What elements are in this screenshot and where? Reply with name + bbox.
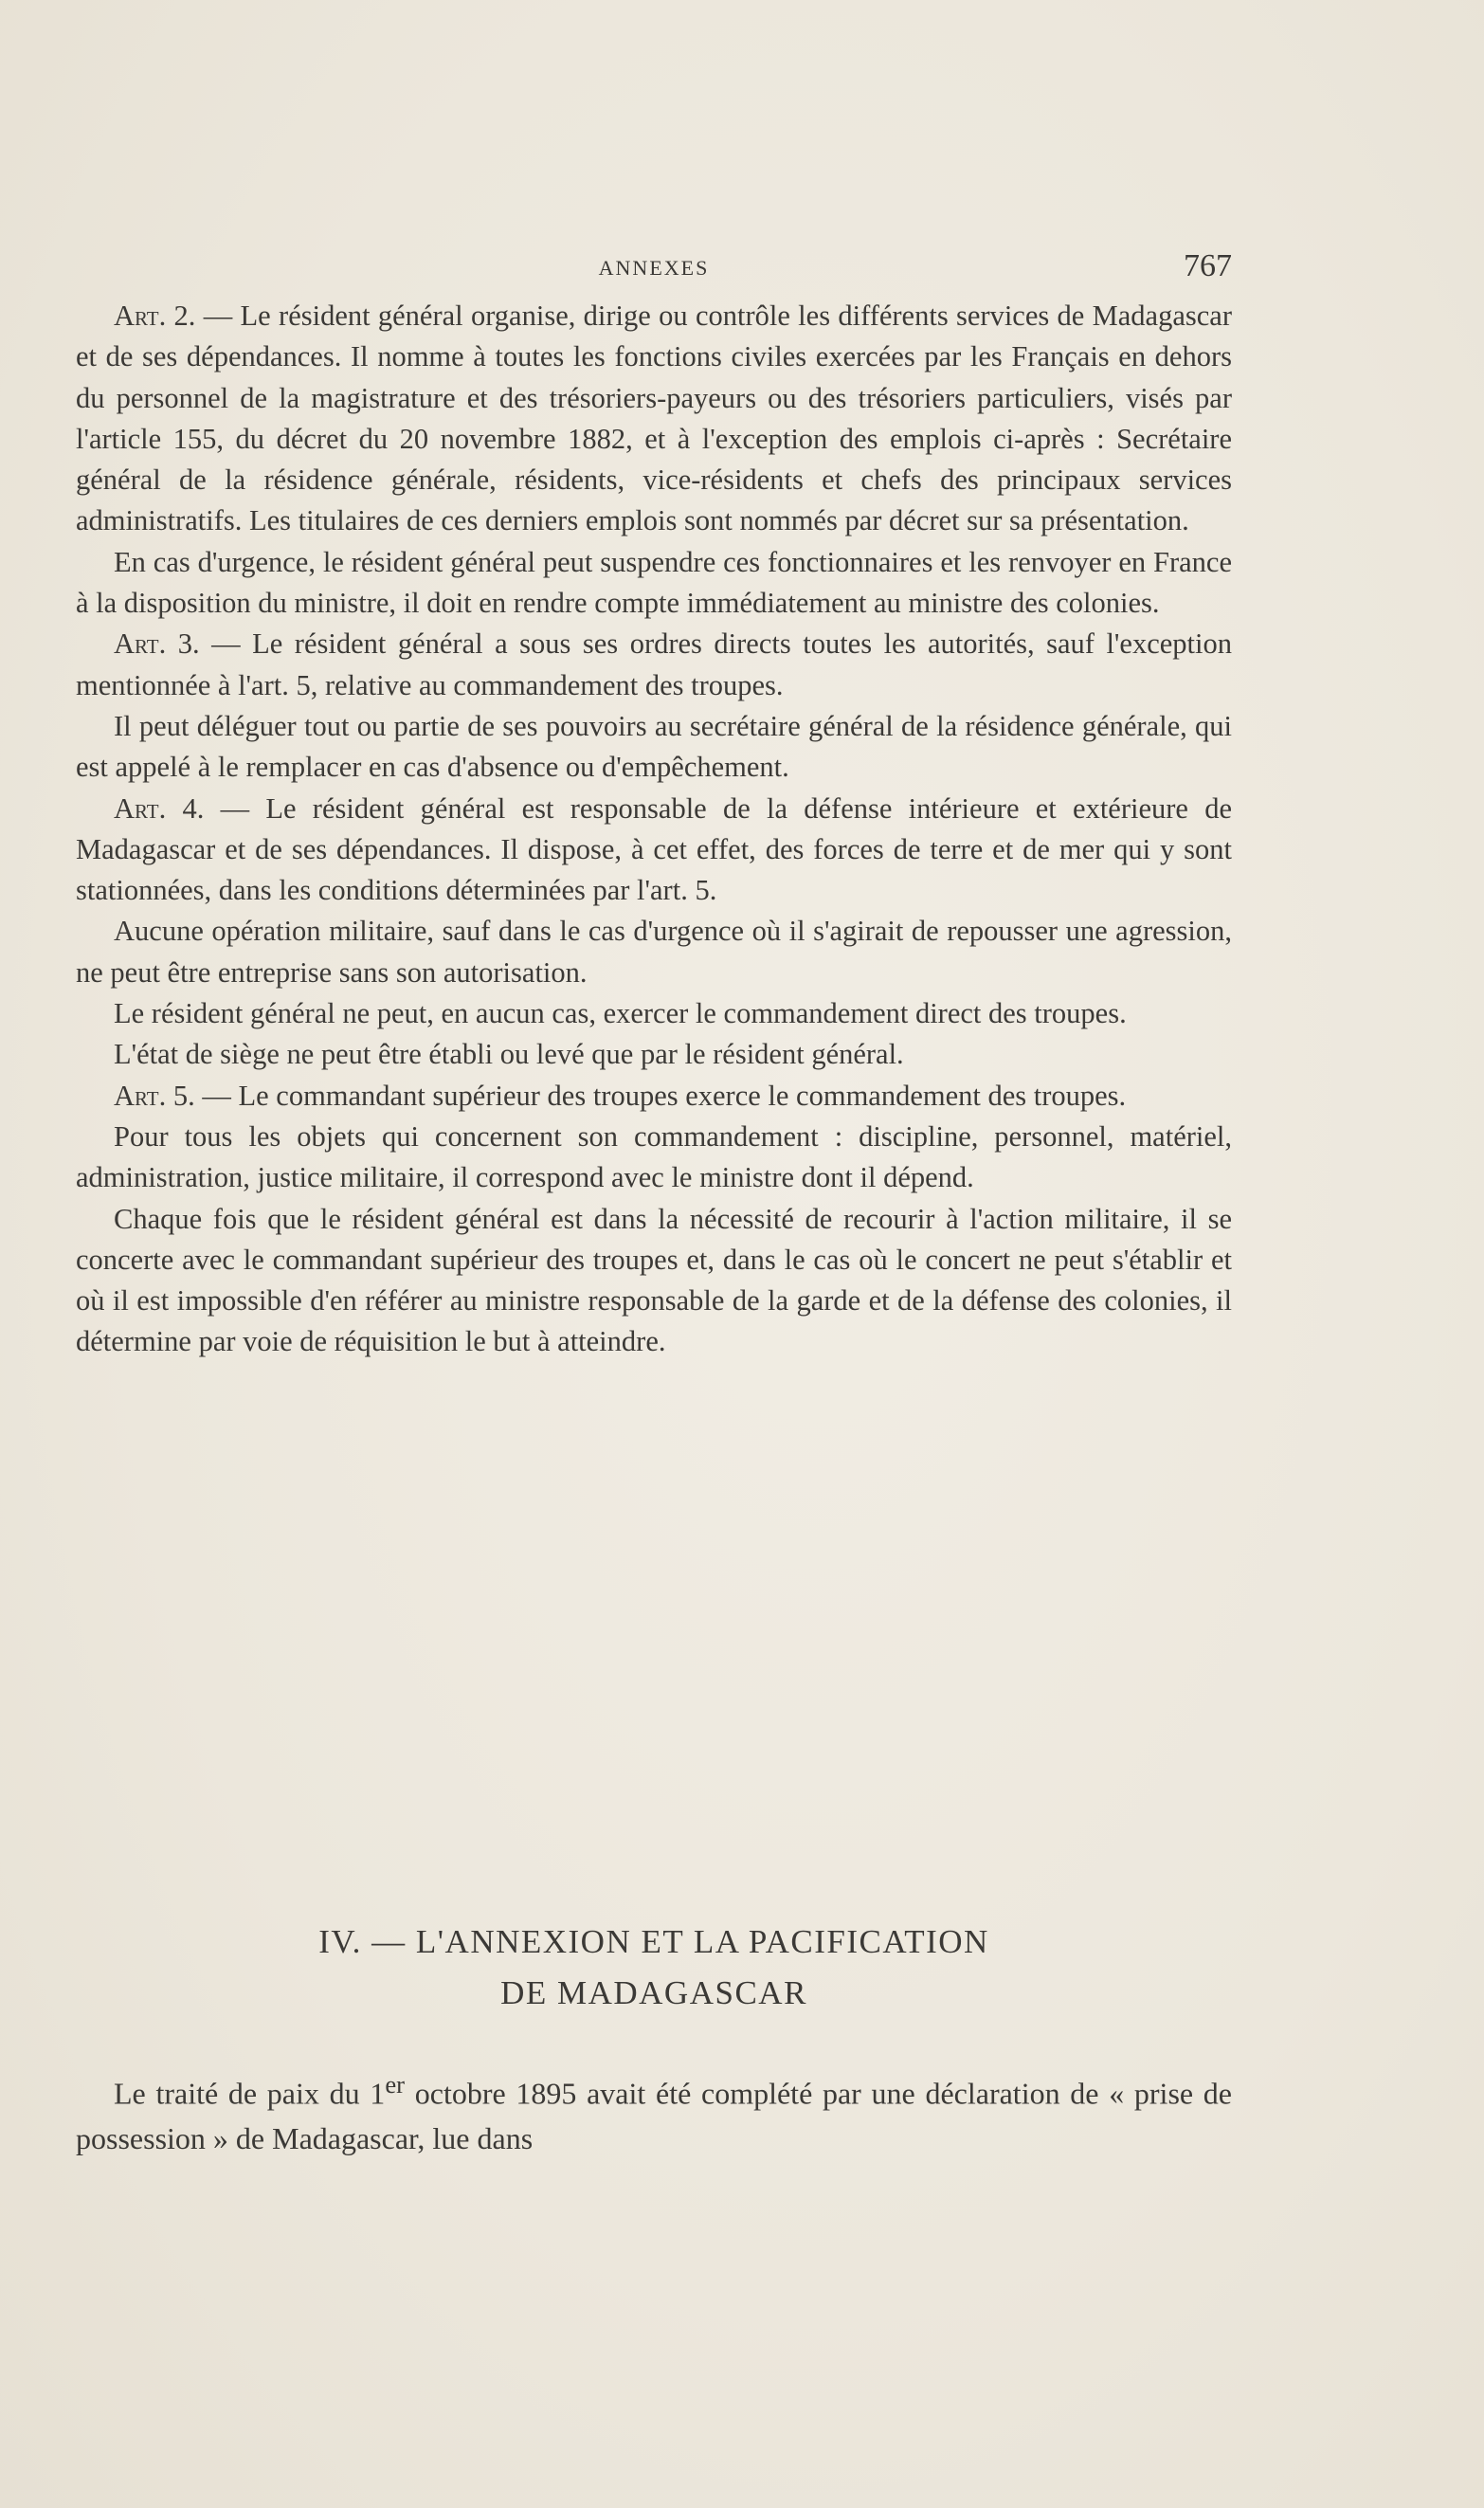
paragraph-art-5 xyxy=(76,1076,1232,1117)
article-label: Art. 3. xyxy=(114,627,200,661)
section-title-line-1: IV. — L'ANNEXION ET LA PACIFICATION xyxy=(318,1923,989,1960)
paragraph-text: Pour tous les objets qui concernent son commandement : discipline, personnel, matériel, administration, justice militaire, il correspond avec le ministre dont il dépend. xyxy=(76,1119,1232,1194)
closing-paragraph xyxy=(76,2063,1232,2161)
paragraph-text: — Le résident général est responsable de la défense intérieure et extérieure de Madagascar et de ses dépendances. Il dispose, à cet effet, des forces de terre et de mer qui y sont stationnées, dans les conditions déterminées par l'art. 5. xyxy=(76,791,1232,907)
paragraph-text: L'état de siège ne peut être établi ou levé que par le résident général. xyxy=(114,1038,904,1071)
article-label: Art. 5. xyxy=(114,1079,195,1112)
paragraph-art-2 xyxy=(76,296,1232,542)
paragraph-text: — Le résident général organise, dirige ou contrôle les différents services de Madagascar et de ses dépendances. Il nomme à toutes les fonctions civiles exercées par les Français en dehors du personnel de la magistrature et des trésoriers-payeurs ou des trésoriers particuliers, visés par l'article 155, du décret du 20 novembre 1882, et à l'exception des emplois ci-après : Secrétaire général de la résidence générale, résidents, vice-résidents et chefs des principaux services administratifs. Les titulaires de ces derniers emplois sont nommés par décret sur sa présentation. xyxy=(76,300,1232,537)
paragraph xyxy=(76,1199,1232,1363)
paragraph-text: Aucune opération militaire, sauf dans le cas d'urgence où il s'agirait de repousser une agression, ne peut être entreprise sans son autorisation. xyxy=(76,915,1232,989)
paragraph-text: Le résident général ne peut, en aucun cas, exercer le commandement direct des troupes. xyxy=(114,997,1127,1030)
paragraph-art-3 xyxy=(76,624,1232,706)
running-head: ANNEXES xyxy=(598,256,710,280)
paragraph xyxy=(76,1034,1232,1075)
paragraph-text: — Le commandant supérieur des troupes exerce le commandement des troupes. xyxy=(194,1079,1127,1112)
page-number: 767 xyxy=(1184,248,1232,283)
section-body xyxy=(76,2063,1232,2161)
paragraph-text: En cas d'urgence, le résident général peut suspendre ces fonctionnaires et les renvoyer en France à la disposition du ministre, il doit en rendre compte immédiatement au ministre des colonies. xyxy=(76,545,1232,620)
paragraph-art-4 xyxy=(76,789,1232,912)
paragraph-text: Le traité de paix du 1 xyxy=(114,2076,386,2111)
page-header xyxy=(76,248,1232,286)
paragraph xyxy=(76,1117,1232,1199)
paragraph-text: Il peut déléguer tout ou partie de ses pouvoirs au secrétaire général de la résidence générale, qui est appelé à le remplacer en cas d'absence ou d'empêchement. xyxy=(76,709,1232,784)
section-title-line-2: DE MADAGASCAR xyxy=(500,1974,807,2011)
paragraph-text: — Le résident général a sous ses ordres directs toutes les autorités, sauf l'exception mentionnée à l'art. 5, relative au commandement des troupes. xyxy=(76,627,1232,701)
article-label: Art. 4. xyxy=(114,791,205,825)
paragraph xyxy=(76,993,1232,1034)
paragraph-text: Chaque fois que le résident général est dans la nécessité de recourir à l'action militaire, il se concerte avec le commandant supérieur des troupes et, dans le cas où le concert ne peut s'établir et où il est impossible d'en référer au ministre responsable de la garde et de la défense des colonies, il détermine par voie de réquisition le but à atteindre. xyxy=(76,1202,1232,1358)
body-text xyxy=(76,296,1232,1363)
paragraph xyxy=(76,542,1232,625)
article-label: Art. 2. xyxy=(114,300,196,332)
section-title xyxy=(76,1917,1232,2019)
paragraph-text: octobre 1895 avait été complété par une déclaration de « prise de possession » de Madagascar, lue dans xyxy=(76,2076,1233,2155)
ordinal-superscript: er xyxy=(385,2070,406,2099)
paragraph xyxy=(76,911,1232,993)
paragraph xyxy=(76,706,1232,789)
